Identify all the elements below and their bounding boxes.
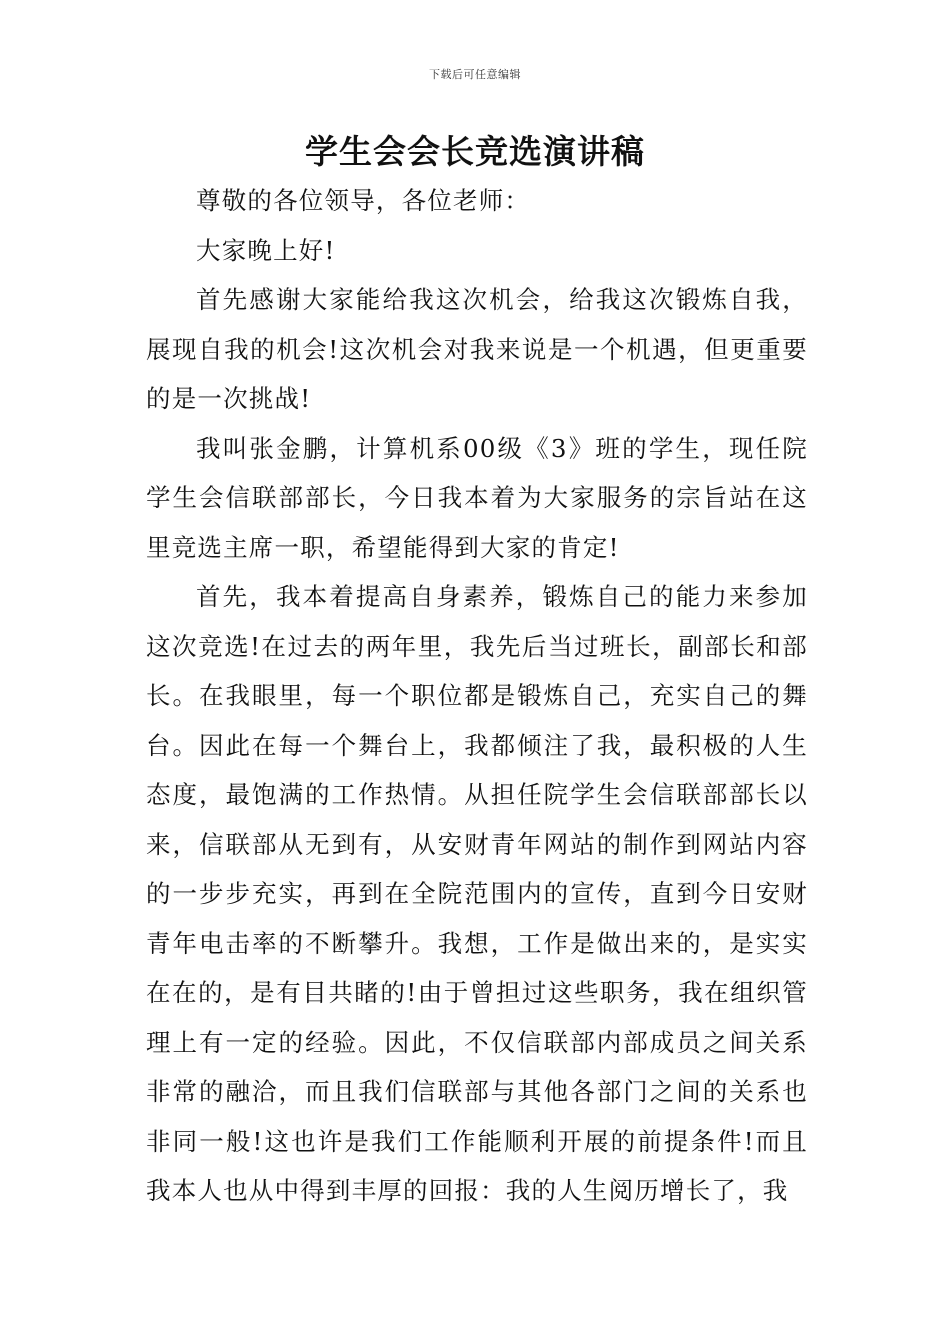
paragraph-thanks: 首先感谢大家能给我这次机会，给我这次锻炼自我，展现自我的机会!这次机会对我来说是一个机遇，但更重要的是一次挑战! <box>146 285 808 413</box>
paragraph-greeting: 大家晚上好! <box>196 235 336 265</box>
document-body <box>146 176 808 1216</box>
paragraph-introduction: 我叫张金鹏，计算机系00级《3》班的学生，现任院学生会信联部部长，今日我本着为大家服务的宗旨站在这里竞选主席一职，希望能得到大家的肯定! <box>146 433 808 562</box>
paragraph-salutation: 尊敬的各位领导，各位老师： <box>196 186 531 215</box>
document-title: 学生会会长竞选演讲稿 <box>305 132 645 171</box>
paragraph-experience: 首先，我本着提高自身素养，锻炼自己的能力来参加这次竞选!在过去的两年里，我先后当过班长，副部长和部长。在我眼里，每一个职位都是锻炼自己，充实自己的舞台。因此在每一个舞台上，我都倾注了我，最积极的人生态度，最饱满的工作热情。从担任院学生会信联部部长以来，信联部从无到有，从安财青年网站的制作到网站内容的一步步充实，再到在全院范围内的宣传，直到今日安财青年电击率的不断攀升。我想，工作是做出来的，是实实在在的，是有目共睹的!由于曾担过这些职务，我在组织管理上有一定的经验。因此，不仅信联部内部成员之间关系非常的融洽，而且我们信联部与其他各部门之间的关系也非同一般!这也许是我们工作能顺利开展的前提条件!而且我本人也从中得到丰厚的回报：我的人生阅历增长了，我 <box>146 582 808 1205</box>
header-note: 下载后可任意编辑 <box>429 68 521 81</box>
